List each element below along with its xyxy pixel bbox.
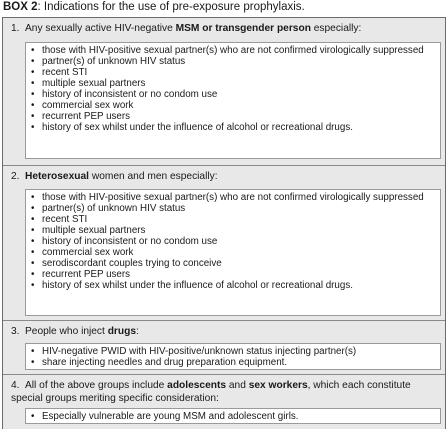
list-item xyxy=(30,258,436,269)
list-item xyxy=(30,280,436,291)
section-msm-transgender xyxy=(3,18,445,165)
list-item xyxy=(30,269,436,280)
heading-bold: drugs xyxy=(107,326,136,337)
indication-list xyxy=(25,189,441,316)
section-heterosexual xyxy=(3,165,445,321)
list-item-text: recent STI xyxy=(42,67,88,78)
bullet-icon: • xyxy=(31,203,35,214)
list-item-text: recurrent PEP users xyxy=(42,111,131,122)
section-number: 4. xyxy=(11,380,20,391)
bullet-icon: • xyxy=(31,214,35,225)
bullet-icon: • xyxy=(31,269,35,280)
bullet-icon: • xyxy=(31,67,35,78)
list-item-text: those with HIV-positive sexual partner(s) who are not confirmed virologically suppressed xyxy=(42,45,424,56)
list-item-text: HIV-negative PWID with HIV-positive/unknown status injecting partner(s) xyxy=(42,346,357,357)
list-item-text: serodiscordant couples trying to conceive xyxy=(42,258,222,269)
box-label: BOX 2 xyxy=(3,1,38,13)
list-item xyxy=(30,346,436,357)
list-item-text: partner(s) of unknown HIV status xyxy=(42,203,186,214)
bullet-icon: • xyxy=(31,78,35,89)
list-item xyxy=(30,203,436,214)
heading-bold: Heterosexual xyxy=(25,171,89,182)
list-item-text: commercial sex work xyxy=(42,100,134,111)
box-title-text: : Indications for the use of pre-exposure prophylaxis. xyxy=(37,1,305,13)
bullet-icon: • xyxy=(31,56,35,67)
list-item xyxy=(30,122,436,133)
list-item xyxy=(30,247,436,258)
indication-list xyxy=(25,343,441,370)
list-item-text: share injecting needles and drug preparation equipment. xyxy=(42,357,288,368)
list-item xyxy=(30,236,436,247)
bullet-icon: • xyxy=(31,111,35,122)
heading-text-end: women and men especially: xyxy=(89,171,218,182)
list-item-text: history of sex whilst under the influence of alcohol or recreational drugs. xyxy=(42,122,353,133)
list-item xyxy=(30,100,436,111)
list-item xyxy=(30,67,436,78)
bullet-icon: • xyxy=(31,247,35,258)
list-item-text: recurrent PEP users xyxy=(42,269,131,280)
list-item-text: Especially vulnerable are young MSM and adolescent girls. xyxy=(42,411,299,422)
list-item-text: multiple sexual partners xyxy=(42,225,146,236)
bullet-icon: • xyxy=(31,280,35,291)
list-item xyxy=(30,225,436,236)
list-item xyxy=(30,111,436,122)
heading-text: People who inject xyxy=(25,326,108,337)
list-item-text: history of inconsistent or no condom use xyxy=(42,236,218,247)
list-item xyxy=(30,56,436,67)
section-heading xyxy=(11,23,436,36)
bullet-icon: • xyxy=(31,192,35,203)
list-item-text: commercial sex work xyxy=(42,247,134,258)
heading-text: Any sexually active HIV-negative xyxy=(25,23,176,34)
bullet-icon: • xyxy=(31,225,35,236)
bullet-icon: • xyxy=(31,411,35,422)
list-item-text: recent STI xyxy=(42,214,88,225)
list-item-text: partner(s) of unknown HIV status xyxy=(42,56,186,67)
list-item xyxy=(30,357,436,368)
bullet-icon: • xyxy=(31,45,35,56)
indications-box xyxy=(2,17,446,429)
indication-list xyxy=(25,408,441,424)
box-title xyxy=(3,0,305,15)
heading-text-mid: and xyxy=(226,380,249,391)
section-number: 1. xyxy=(11,23,20,34)
bullet-icon: • xyxy=(31,357,35,368)
heading-bold: MSM or transgender person xyxy=(175,23,311,34)
indication-list xyxy=(25,42,441,159)
section-injecting-drugs xyxy=(3,320,445,375)
bullet-icon: • xyxy=(31,100,35,111)
list-item-text: those with HIV-positive sexual partner(s) who are not confirmed virologically suppressed xyxy=(42,192,424,203)
bullet-icon: • xyxy=(31,346,35,357)
bullet-icon: • xyxy=(31,122,35,133)
section-number: 2. xyxy=(11,171,20,182)
list-item xyxy=(30,214,436,225)
section-heading xyxy=(11,380,436,405)
list-item xyxy=(30,192,436,203)
list-item-text: history of inconsistent or no condom use xyxy=(42,89,218,100)
heading-text-end: , which each constitute special groups meriting specific consideration: xyxy=(11,380,411,404)
list-item-text: multiple sexual partners xyxy=(42,78,146,89)
list-item xyxy=(30,411,436,422)
list-item xyxy=(30,78,436,89)
section-special-groups xyxy=(3,374,445,429)
heading-text-end: especially: xyxy=(310,23,362,34)
list-item xyxy=(30,45,436,56)
bullet-icon: • xyxy=(31,236,35,247)
list-item xyxy=(30,89,436,100)
heading-bold-2: sex workers xyxy=(248,380,308,391)
bullet-icon: • xyxy=(31,258,35,269)
list-item-text: history of sex whilst under the influence of alcohol or recreational drugs. xyxy=(42,280,353,291)
section-number: 3. xyxy=(11,326,20,337)
section-heading xyxy=(11,326,436,339)
heading-bold: adolescents xyxy=(167,380,227,391)
heading-text-end: : xyxy=(136,326,139,337)
heading-text: All of the above groups include xyxy=(25,380,168,391)
bullet-icon: • xyxy=(31,89,35,100)
section-heading xyxy=(11,171,436,184)
